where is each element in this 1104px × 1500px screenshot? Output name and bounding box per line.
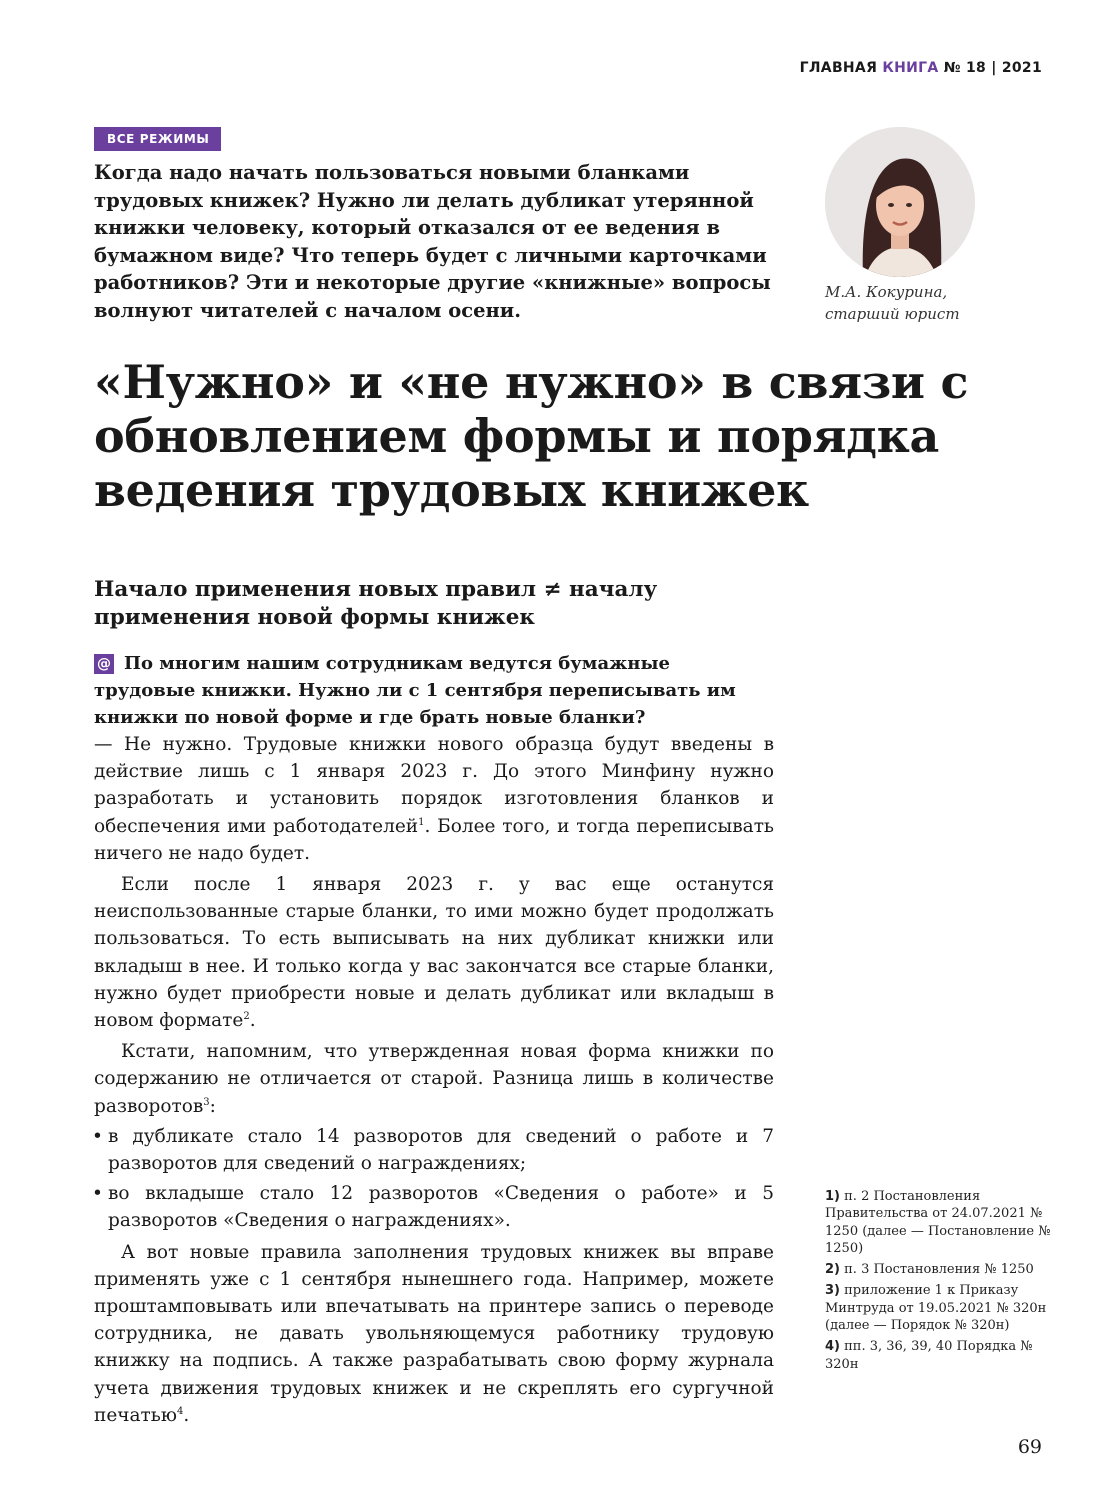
- body-paragraph-3: [94, 1038, 774, 1120]
- answer-text-end: . Более того, и тогда переписывать ничего не надо будет.: [94, 815, 775, 864]
- bullet-list: [94, 1123, 774, 1235]
- list-item: [94, 1123, 774, 1177]
- body-paragraph-2: [94, 871, 774, 1034]
- footnote-number: 2): [825, 1262, 840, 1278]
- footnote-ref-3: 3: [203, 1096, 210, 1108]
- author-role: старший юрист: [825, 305, 960, 323]
- issue-number: № 18 | 2021: [943, 60, 1042, 76]
- footnote: [825, 1188, 1055, 1257]
- at-icon: @: [94, 654, 114, 674]
- paragraph-2-text: Если после 1 января 2023 г. у вас еще останутся неиспользованные старые бланки, то ими можно будет продолжать пользоваться. То есть выписывать на них дубликат книжки или вкладыш в нее. И только когда у вас закончатся все старые бланки, нужно будет приобрести новые и делать дубликат или вкладыш в новом формате: [94, 874, 774, 1032]
- category-badge: ВСЕ РЕЖИМЫ: [94, 127, 221, 151]
- footnote-text: п. 3 Постановления № 1250: [844, 1262, 1034, 1278]
- brand-name: ГЛАВНАЯ: [799, 60, 878, 76]
- list-item-text: в дубликате стало 14 разворотов для сведений о работе и 7 разворотов для сведений о награждениях;: [108, 1125, 774, 1175]
- paragraph-3-end: :: [209, 1095, 216, 1117]
- footnote-ref-2: 2: [243, 1011, 250, 1023]
- author-caption: [825, 281, 960, 325]
- section-subheading: Начало применения новых правил ≠ началу применения новой формы книжек: [94, 577, 658, 630]
- lead-paragraph: Когда надо начать пользоваться новыми бланками трудовых книжек? Нужно ли делать дубликат утерянной книжки человеку, который отказался от ее ведения в бумажном виде? Что теперь будет с личными карточками работников? Эти и некоторые другие «книжные» вопросы волнуют читателей с началом осени.: [94, 161, 771, 322]
- footnote-ref-1: 1: [418, 816, 425, 828]
- footnote: [825, 1338, 1055, 1373]
- answer-paragraph: [94, 731, 774, 867]
- footnote-number: 4): [825, 1339, 840, 1355]
- question-text: По многим нашим сотрудникам ведутся бумажные трудовые книжки. Нужно ли с 1 сентября переписывать им книжки по новой форме и где брать новые бланки?: [94, 653, 736, 728]
- footnote-number: 1): [825, 1189, 840, 1204]
- paragraph-3-text: Кстати, напомним, что утвержденная новая форма книжки по содержанию не отличается от старой. Разница лишь в количестве разворотов: [94, 1041, 774, 1117]
- brand-name-accent: КНИГА: [882, 60, 939, 76]
- bullet-icon: •: [92, 1125, 103, 1147]
- footnote: [825, 1261, 1055, 1278]
- author-portrait-image: [825, 127, 975, 277]
- article-headline: «Нужно» и «не нужно» в связи с обновлением формы и порядка ведения трудовых книжек: [94, 355, 969, 517]
- masthead: [800, 60, 1042, 76]
- author-name: М.А. Кокурина,: [825, 283, 948, 301]
- reader-question: [94, 650, 774, 731]
- footnote-ref-4: 4: [176, 1405, 184, 1417]
- footnote: [825, 1282, 1055, 1334]
- footnote-number: 3): [825, 1283, 840, 1299]
- list-item: [94, 1180, 774, 1234]
- list-item-text: во вкладыше стало 12 разворотов «Сведения о работе» и 5 разворотов «Сведения о награждениях».: [108, 1183, 774, 1232]
- paragraph-4-text: А вот новые правила заполнения трудовых книжек вы вправе применять уже с 1 сентября нынешнего года. Например, можете проштамповывать или впечатывать на принтере запись о переводе сотрудника, не давать увольняющемуся работнику трудовую книжку на подпись. А также разрабатывать свою форму журнала учета движения трудовых книжек и не скреплять его сургучной печатью: [94, 1241, 774, 1426]
- page-number: 69: [1017, 1436, 1042, 1458]
- footnote-text: п. 2 Постановления Правительства от 24.07.2021 № 1250 (далее — Постановление № 1250): [825, 1189, 1051, 1256]
- footnote-text: приложение 1 к Приказу Минтруда от 19.05.2021 № 320н (далее — Порядок № 320н): [825, 1283, 1047, 1334]
- answer-text: — Не нужно. Трудовые книжки нового образца будут введены в действие лишь с 1 января 2023 г. До этого Минфину нужно разработать и установить порядок изготовления бланков и обеспечения ими работодателей: [94, 734, 774, 837]
- paragraph-4-end: .: [183, 1404, 190, 1426]
- footnote-text: пп. 3, 36, 39, 40 Порядка № 320н: [825, 1339, 1033, 1372]
- bullet-icon: •: [92, 1183, 103, 1205]
- author-photo: [825, 127, 975, 277]
- footnotes: [825, 1188, 1055, 1377]
- body-paragraph-4: [94, 1239, 774, 1429]
- paragraph-2-end: .: [249, 1010, 256, 1032]
- article-body: [94, 731, 774, 1429]
